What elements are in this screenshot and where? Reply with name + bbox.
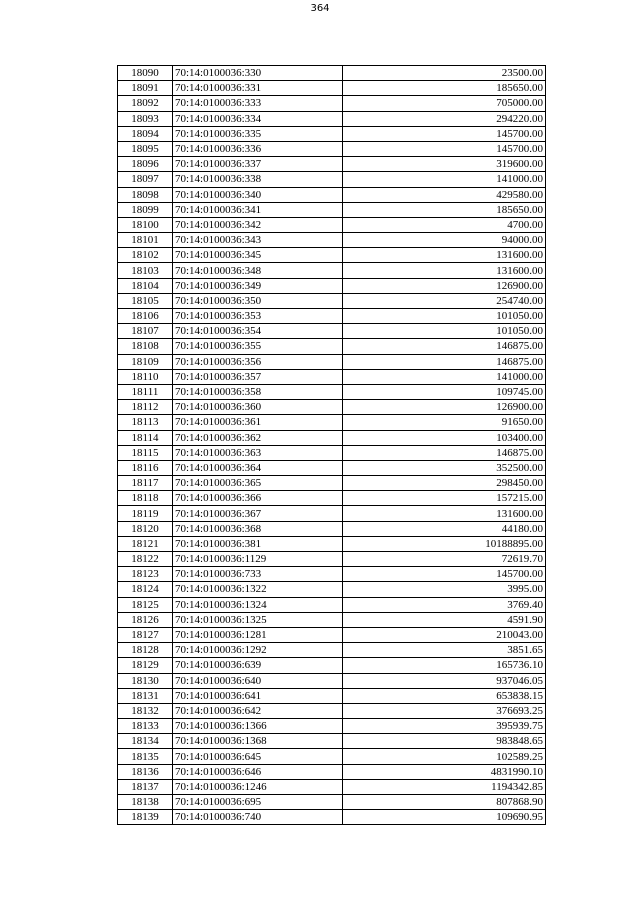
cadastral-number-cell: 70:14:0100036:733 bbox=[173, 567, 343, 582]
table-row bbox=[118, 597, 546, 612]
cadastral-number-cell: 70:14:0100036:639 bbox=[173, 658, 343, 673]
value-cell: 109745.00 bbox=[343, 384, 546, 399]
row-number-cell: 18136 bbox=[118, 764, 173, 779]
table-row bbox=[118, 764, 546, 779]
cadastral-number-cell: 70:14:0100036:362 bbox=[173, 430, 343, 445]
row-number-cell: 18138 bbox=[118, 795, 173, 810]
cadastral-number-cell: 70:14:0100036:338 bbox=[173, 172, 343, 187]
cadastral-number-cell: 70:14:0100036:368 bbox=[173, 521, 343, 536]
value-cell: 3995.00 bbox=[343, 582, 546, 597]
table-row bbox=[118, 673, 546, 688]
value-cell: 210043.00 bbox=[343, 627, 546, 642]
cadastral-number-cell: 70:14:0100036:354 bbox=[173, 324, 343, 339]
value-cell: 146875.00 bbox=[343, 339, 546, 354]
value-cell: 146875.00 bbox=[343, 354, 546, 369]
table-row bbox=[118, 141, 546, 156]
table-row bbox=[118, 187, 546, 202]
table-row bbox=[118, 445, 546, 460]
row-number-cell: 18113 bbox=[118, 415, 173, 430]
row-number-cell: 18128 bbox=[118, 643, 173, 658]
cadastral-number-cell: 70:14:0100036:364 bbox=[173, 460, 343, 475]
row-number-cell: 18129 bbox=[118, 658, 173, 673]
value-cell: 3851.65 bbox=[343, 643, 546, 658]
row-number-cell: 18111 bbox=[118, 384, 173, 399]
table-row bbox=[118, 157, 546, 172]
table-row bbox=[118, 582, 546, 597]
row-number-cell: 18112 bbox=[118, 400, 173, 415]
cadastral-number-cell: 70:14:0100036:640 bbox=[173, 673, 343, 688]
table-row bbox=[118, 719, 546, 734]
table-row bbox=[118, 491, 546, 506]
row-number-cell: 18102 bbox=[118, 248, 173, 263]
table-row bbox=[118, 172, 546, 187]
cadastral-number-cell: 70:14:0100036:1366 bbox=[173, 719, 343, 734]
row-number-cell: 18123 bbox=[118, 567, 173, 582]
table-row bbox=[118, 627, 546, 642]
row-number-cell: 18098 bbox=[118, 187, 173, 202]
cadastral-number-cell: 70:14:0100036:642 bbox=[173, 703, 343, 718]
cadastral-number-cell: 70:14:0100036:335 bbox=[173, 126, 343, 141]
row-number-cell: 18100 bbox=[118, 217, 173, 232]
row-number-cell: 18135 bbox=[118, 749, 173, 764]
row-number-cell: 18091 bbox=[118, 81, 173, 96]
value-cell: 4700.00 bbox=[343, 217, 546, 232]
row-number-cell: 18116 bbox=[118, 460, 173, 475]
value-cell: 141000.00 bbox=[343, 172, 546, 187]
cadastral-number-cell: 70:14:0100036:363 bbox=[173, 445, 343, 460]
row-number-cell: 18125 bbox=[118, 597, 173, 612]
table-row bbox=[118, 354, 546, 369]
row-number-cell: 18124 bbox=[118, 582, 173, 597]
value-cell: 91650.00 bbox=[343, 415, 546, 430]
value-cell: 94000.00 bbox=[343, 233, 546, 248]
value-cell: 23500.00 bbox=[343, 66, 546, 81]
table-row bbox=[118, 126, 546, 141]
cadastral-number-cell: 70:14:0100036:1246 bbox=[173, 779, 343, 794]
row-number-cell: 18133 bbox=[118, 719, 173, 734]
cadastral-number-cell: 70:14:0100036:333 bbox=[173, 96, 343, 111]
row-number-cell: 18097 bbox=[118, 172, 173, 187]
value-cell: 3769.40 bbox=[343, 597, 546, 612]
value-cell: 141000.00 bbox=[343, 369, 546, 384]
row-number-cell: 18096 bbox=[118, 157, 173, 172]
cadastral-number-cell: 70:14:0100036:1292 bbox=[173, 643, 343, 658]
value-cell: 1194342.85 bbox=[343, 779, 546, 794]
cadastral-number-cell: 70:14:0100036:358 bbox=[173, 384, 343, 399]
cadastral-number-cell: 70:14:0100036:355 bbox=[173, 339, 343, 354]
cadastral-number-cell: 70:14:0100036:1324 bbox=[173, 597, 343, 612]
table-row bbox=[118, 233, 546, 248]
table-row bbox=[118, 309, 546, 324]
cadastral-number-cell: 70:14:0100036:366 bbox=[173, 491, 343, 506]
cadastral-number-cell: 70:14:0100036:343 bbox=[173, 233, 343, 248]
cadastral-number-cell: 70:14:0100036:1368 bbox=[173, 734, 343, 749]
value-cell: 145700.00 bbox=[343, 126, 546, 141]
row-number-cell: 18104 bbox=[118, 278, 173, 293]
value-cell: 145700.00 bbox=[343, 567, 546, 582]
cadastral-number-cell: 70:14:0100036:334 bbox=[173, 111, 343, 126]
value-cell: 298450.00 bbox=[343, 476, 546, 491]
row-number-cell: 18121 bbox=[118, 536, 173, 551]
table-row bbox=[118, 217, 546, 232]
table-row bbox=[118, 81, 546, 96]
table-row bbox=[118, 521, 546, 536]
cadastral-number-cell: 70:14:0100036:1129 bbox=[173, 552, 343, 567]
row-number-cell: 18114 bbox=[118, 430, 173, 445]
table-row bbox=[118, 324, 546, 339]
table-row bbox=[118, 96, 546, 111]
value-cell: 109690.95 bbox=[343, 810, 546, 825]
row-number-cell: 18092 bbox=[118, 96, 173, 111]
value-cell: 4831990.10 bbox=[343, 764, 546, 779]
cadastral-number-cell: 70:14:0100036:342 bbox=[173, 217, 343, 232]
value-cell: 145700.00 bbox=[343, 141, 546, 156]
cadastral-number-cell: 70:14:0100036:349 bbox=[173, 278, 343, 293]
value-cell: 131600.00 bbox=[343, 248, 546, 263]
table-row bbox=[118, 612, 546, 627]
cadastral-number-cell: 70:14:0100036:345 bbox=[173, 248, 343, 263]
cadastral-number-cell: 70:14:0100036:360 bbox=[173, 400, 343, 415]
row-number-cell: 18095 bbox=[118, 141, 173, 156]
row-number-cell: 18115 bbox=[118, 445, 173, 460]
table-row bbox=[118, 476, 546, 491]
table-row bbox=[118, 688, 546, 703]
table-row bbox=[118, 430, 546, 445]
row-number-cell: 18130 bbox=[118, 673, 173, 688]
cadastral-number-cell: 70:14:0100036:646 bbox=[173, 764, 343, 779]
table-row bbox=[118, 278, 546, 293]
cadastral-number-cell: 70:14:0100036:350 bbox=[173, 293, 343, 308]
row-number-cell: 18108 bbox=[118, 339, 173, 354]
row-number-cell: 18134 bbox=[118, 734, 173, 749]
row-number-cell: 18117 bbox=[118, 476, 173, 491]
table-row bbox=[118, 369, 546, 384]
row-number-cell: 18119 bbox=[118, 506, 173, 521]
table-row bbox=[118, 415, 546, 430]
cadastral-number-cell: 70:14:0100036:361 bbox=[173, 415, 343, 430]
row-number-cell: 18105 bbox=[118, 293, 173, 308]
value-cell: 653838.15 bbox=[343, 688, 546, 703]
table-row bbox=[118, 339, 546, 354]
cadastral-number-cell: 70:14:0100036:1281 bbox=[173, 627, 343, 642]
table-row bbox=[118, 248, 546, 263]
value-cell: 254740.00 bbox=[343, 293, 546, 308]
page-number: 364 bbox=[310, 3, 330, 14]
cadastral-value-table bbox=[117, 65, 546, 825]
row-number-cell: 18126 bbox=[118, 612, 173, 627]
value-cell: 126900.00 bbox=[343, 278, 546, 293]
row-number-cell: 18101 bbox=[118, 233, 173, 248]
value-cell: 72619.70 bbox=[343, 552, 546, 567]
table-row bbox=[118, 810, 546, 825]
table-row bbox=[118, 703, 546, 718]
table-row bbox=[118, 643, 546, 658]
value-cell: 102589.25 bbox=[343, 749, 546, 764]
cadastral-number-cell: 70:14:0100036:340 bbox=[173, 187, 343, 202]
value-cell: 319600.00 bbox=[343, 157, 546, 172]
cadastral-number-cell: 70:14:0100036:381 bbox=[173, 536, 343, 551]
row-number-cell: 18122 bbox=[118, 552, 173, 567]
table-row bbox=[118, 734, 546, 749]
table-row bbox=[118, 552, 546, 567]
table-row bbox=[118, 293, 546, 308]
table-row bbox=[118, 66, 546, 81]
value-cell: 376693.25 bbox=[343, 703, 546, 718]
value-cell: 103400.00 bbox=[343, 430, 546, 445]
value-cell: 44180.00 bbox=[343, 521, 546, 536]
table-row bbox=[118, 263, 546, 278]
value-cell: 165736.10 bbox=[343, 658, 546, 673]
table-row bbox=[118, 779, 546, 794]
table-row bbox=[118, 384, 546, 399]
value-cell: 185650.00 bbox=[343, 202, 546, 217]
value-cell: 937046.05 bbox=[343, 673, 546, 688]
value-cell: 101050.00 bbox=[343, 309, 546, 324]
value-cell: 10188895.00 bbox=[343, 536, 546, 551]
value-cell: 983848.65 bbox=[343, 734, 546, 749]
cadastral-number-cell: 70:14:0100036:341 bbox=[173, 202, 343, 217]
row-number-cell: 18107 bbox=[118, 324, 173, 339]
value-cell: 352500.00 bbox=[343, 460, 546, 475]
cadastral-number-cell: 70:14:0100036:330 bbox=[173, 66, 343, 81]
row-number-cell: 18127 bbox=[118, 627, 173, 642]
row-number-cell: 18093 bbox=[118, 111, 173, 126]
cadastral-number-cell: 70:14:0100036:331 bbox=[173, 81, 343, 96]
row-number-cell: 18118 bbox=[118, 491, 173, 506]
table-row bbox=[118, 749, 546, 764]
table-row bbox=[118, 536, 546, 551]
value-cell: 146875.00 bbox=[343, 445, 546, 460]
row-number-cell: 18131 bbox=[118, 688, 173, 703]
cadastral-number-cell: 70:14:0100036:356 bbox=[173, 354, 343, 369]
value-cell: 157215.00 bbox=[343, 491, 546, 506]
row-number-cell: 18132 bbox=[118, 703, 173, 718]
table-row bbox=[118, 460, 546, 475]
row-number-cell: 18110 bbox=[118, 369, 173, 384]
cadastral-number-cell: 70:14:0100036:367 bbox=[173, 506, 343, 521]
cadastral-number-cell: 70:14:0100036:1325 bbox=[173, 612, 343, 627]
cadastral-number-cell: 70:14:0100036:695 bbox=[173, 795, 343, 810]
table-body bbox=[118, 66, 546, 825]
value-cell: 705000.00 bbox=[343, 96, 546, 111]
cadastral-number-cell: 70:14:0100036:357 bbox=[173, 369, 343, 384]
table-row bbox=[118, 795, 546, 810]
value-cell: 101050.00 bbox=[343, 324, 546, 339]
value-cell: 294220.00 bbox=[343, 111, 546, 126]
value-cell: 185650.00 bbox=[343, 81, 546, 96]
row-number-cell: 18106 bbox=[118, 309, 173, 324]
row-number-cell: 18120 bbox=[118, 521, 173, 536]
table-row bbox=[118, 400, 546, 415]
cadastral-number-cell: 70:14:0100036:365 bbox=[173, 476, 343, 491]
cadastral-number-cell: 70:14:0100036:740 bbox=[173, 810, 343, 825]
row-number-cell: 18139 bbox=[118, 810, 173, 825]
value-cell: 131600.00 bbox=[343, 506, 546, 521]
table-row bbox=[118, 658, 546, 673]
row-number-cell: 18103 bbox=[118, 263, 173, 278]
value-cell: 126900.00 bbox=[343, 400, 546, 415]
row-number-cell: 18099 bbox=[118, 202, 173, 217]
row-number-cell: 18137 bbox=[118, 779, 173, 794]
cadastral-number-cell: 70:14:0100036:348 bbox=[173, 263, 343, 278]
value-cell: 131600.00 bbox=[343, 263, 546, 278]
table-row bbox=[118, 111, 546, 126]
cadastral-number-cell: 70:14:0100036:645 bbox=[173, 749, 343, 764]
table-row bbox=[118, 506, 546, 521]
row-number-cell: 18109 bbox=[118, 354, 173, 369]
value-cell: 395939.75 bbox=[343, 719, 546, 734]
cadastral-number-cell: 70:14:0100036:337 bbox=[173, 157, 343, 172]
cadastral-number-cell: 70:14:0100036:1322 bbox=[173, 582, 343, 597]
row-number-cell: 18090 bbox=[118, 66, 173, 81]
table-row bbox=[118, 202, 546, 217]
row-number-cell: 18094 bbox=[118, 126, 173, 141]
value-cell: 4591.90 bbox=[343, 612, 546, 627]
cadastral-number-cell: 70:14:0100036:336 bbox=[173, 141, 343, 156]
table-row bbox=[118, 567, 546, 582]
value-cell: 807868.90 bbox=[343, 795, 546, 810]
cadastral-number-cell: 70:14:0100036:641 bbox=[173, 688, 343, 703]
cadastral-number-cell: 70:14:0100036:353 bbox=[173, 309, 343, 324]
value-cell: 429580.00 bbox=[343, 187, 546, 202]
